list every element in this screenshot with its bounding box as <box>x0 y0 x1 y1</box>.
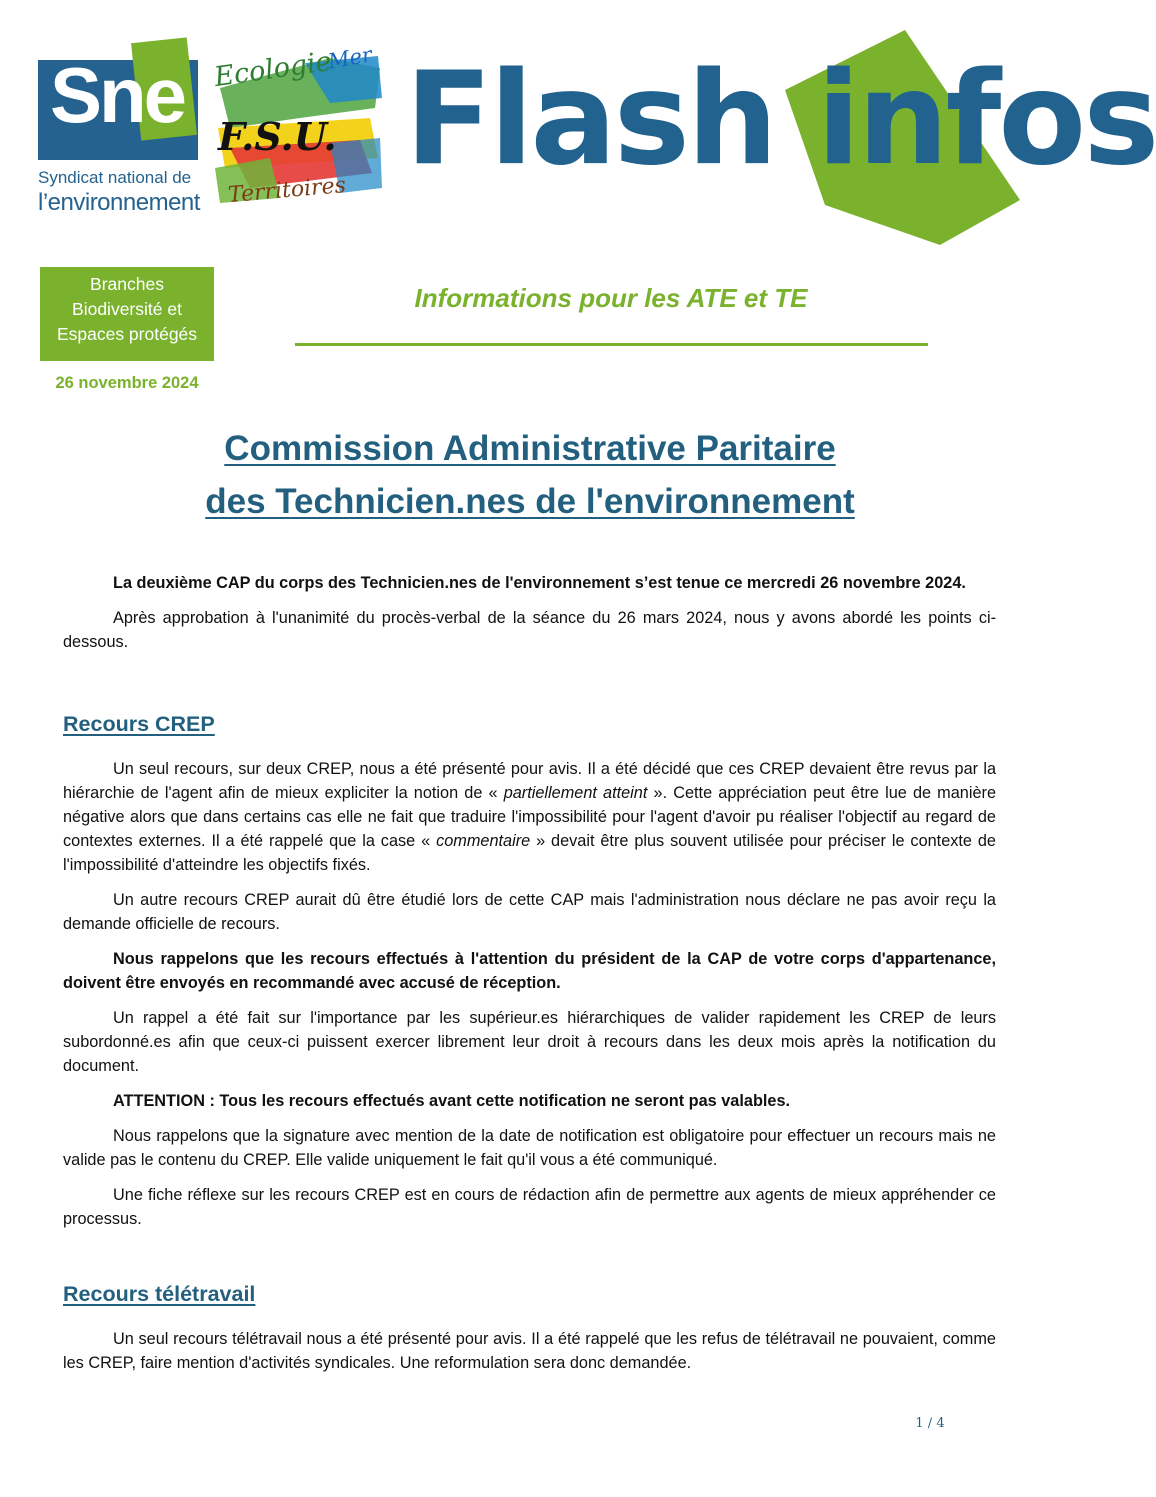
sne-logo-subtitle-1: Syndicat national de <box>38 168 192 187</box>
document-title-line-1: Commission Administrative Paritaire <box>224 429 836 468</box>
fsu-logo-acronym: F.S.U. <box>218 114 337 159</box>
crep-emphasis-commentaire: commentaire <box>436 832 531 850</box>
crep-paragraph-1-part-b: ». Cette appréciation peut être lue de manière négative alors que dans certains cas elle ne fait que traduire l'impossibilité pour l'agent d'avoir pu réaliser l'objectif au regard de contextes externes. Il a été rappelé que la case « <box>63 784 996 850</box>
section-heading-teletravail: Recours télétravail <box>63 1282 256 1306</box>
crep-paragraph-3: Nous rappelons que les recours effectués à l'attention du président de la CAP de votre corps d'appartenance, doivent être envoyés en recommandé avec accusé de réception. <box>63 950 996 992</box>
crep-paragraph-4: Un rappel a été fait sur l'importance par les supérieur.es hiérarchiques de valider rapidement les CREP de leurs subordonné.es afin que ceux-ci puissent exercer librement leur droit à recours dans les deux mois après la notification du document. <box>63 1009 996 1075</box>
section-heading-crep: Recours CREP <box>63 712 215 736</box>
fsu-logo <box>210 42 385 216</box>
document-title <box>60 422 1000 528</box>
crep-attention-note: ATTENTION : Tous les recours effectués avant cette notification ne seront pas valables. <box>113 1092 791 1110</box>
teletravail-paragraph-1: Un seul recours télétravail nous a été présenté pour avis. Il a été rappelé que les refus de télétravail ne pouvaient, comme les CREP, faire mention d'activités syndicales. Une reformulation sera donc demandée. <box>63 1330 996 1372</box>
publication-date: 26 novembre 2024 <box>55 374 199 392</box>
branch-label-box <box>40 267 214 361</box>
info-subtitle: Informations pour les ATE et TE <box>414 283 808 313</box>
branch-line-2: Biodiversité et <box>72 299 182 319</box>
document-title-line-2: des Technicien.nes de l'environnement <box>205 482 855 521</box>
intro-paragraph-2: Après approbation à l'unanimité du procès-verbal de la séance du 26 mars 2024, nous y avons abordé les points ci-dessous. <box>63 609 996 651</box>
fsu-logo-word-mer: Mer <box>326 42 374 74</box>
document-body <box>63 571 996 1386</box>
sne-logo-word: Sne <box>50 51 185 139</box>
sne-logo-subtitle-2: l’environnement <box>38 189 200 216</box>
page-number: 1 / 4 <box>915 1416 945 1431</box>
crep-paragraph-1 <box>63 757 996 877</box>
flash-infos-title: Flash infos <box>405 45 1156 194</box>
intro-paragraph-1: La deuxième CAP du corps des Technicien.nes de l'environnement s’est tenue ce mercredi 26 novembre 2024. <box>113 574 966 592</box>
crep-paragraph-1-part-c: » devait être plus souvent utilisée pour préciser le contexte de l'impossibilité d'atteindre les objectifs fixés. <box>63 832 996 874</box>
branch-line-1: Branches <box>90 274 164 294</box>
crep-paragraph-2: Un autre recours CREP aurait dû être étudié lors de cette CAP mais l'administration nous déclare ne pas avoir reçu la demande officielle de recours. <box>63 891 996 933</box>
fsu-logo-word-territoires: Territoires <box>227 172 347 209</box>
flash-infos-logo <box>395 30 1156 250</box>
branch-line-3: Espaces protégés <box>56 324 198 344</box>
crep-paragraph-1-part-a: Un seul recours, sur deux CREP, nous a été présenté pour avis. Il a été décidé que ces CREP devaient être revus par la hiérarchie de l'agent afin de mieux expliciter la notion de « <box>63 760 996 802</box>
crep-paragraph-7: Une fiche réflexe sur les recours CREP est en cours de rédaction afin de permettre aux agents de mieux appréhender ce processus. <box>63 1186 996 1228</box>
info-subtitle-rule <box>295 343 928 346</box>
sne-logo <box>38 40 203 218</box>
fsu-logo-word-ecologie: Ecologie <box>212 45 334 94</box>
crep-emphasis-partiellement-atteint: partiellement atteint <box>503 784 648 802</box>
crep-paragraph-6: Nous rappelons que la signature avec mention de la date de notification est obligatoire pour effectuer un recours mais ne valide pas le contenu du CREP. Elle valide uniquement le fait qu'il vous a été communiqué. <box>63 1127 996 1169</box>
